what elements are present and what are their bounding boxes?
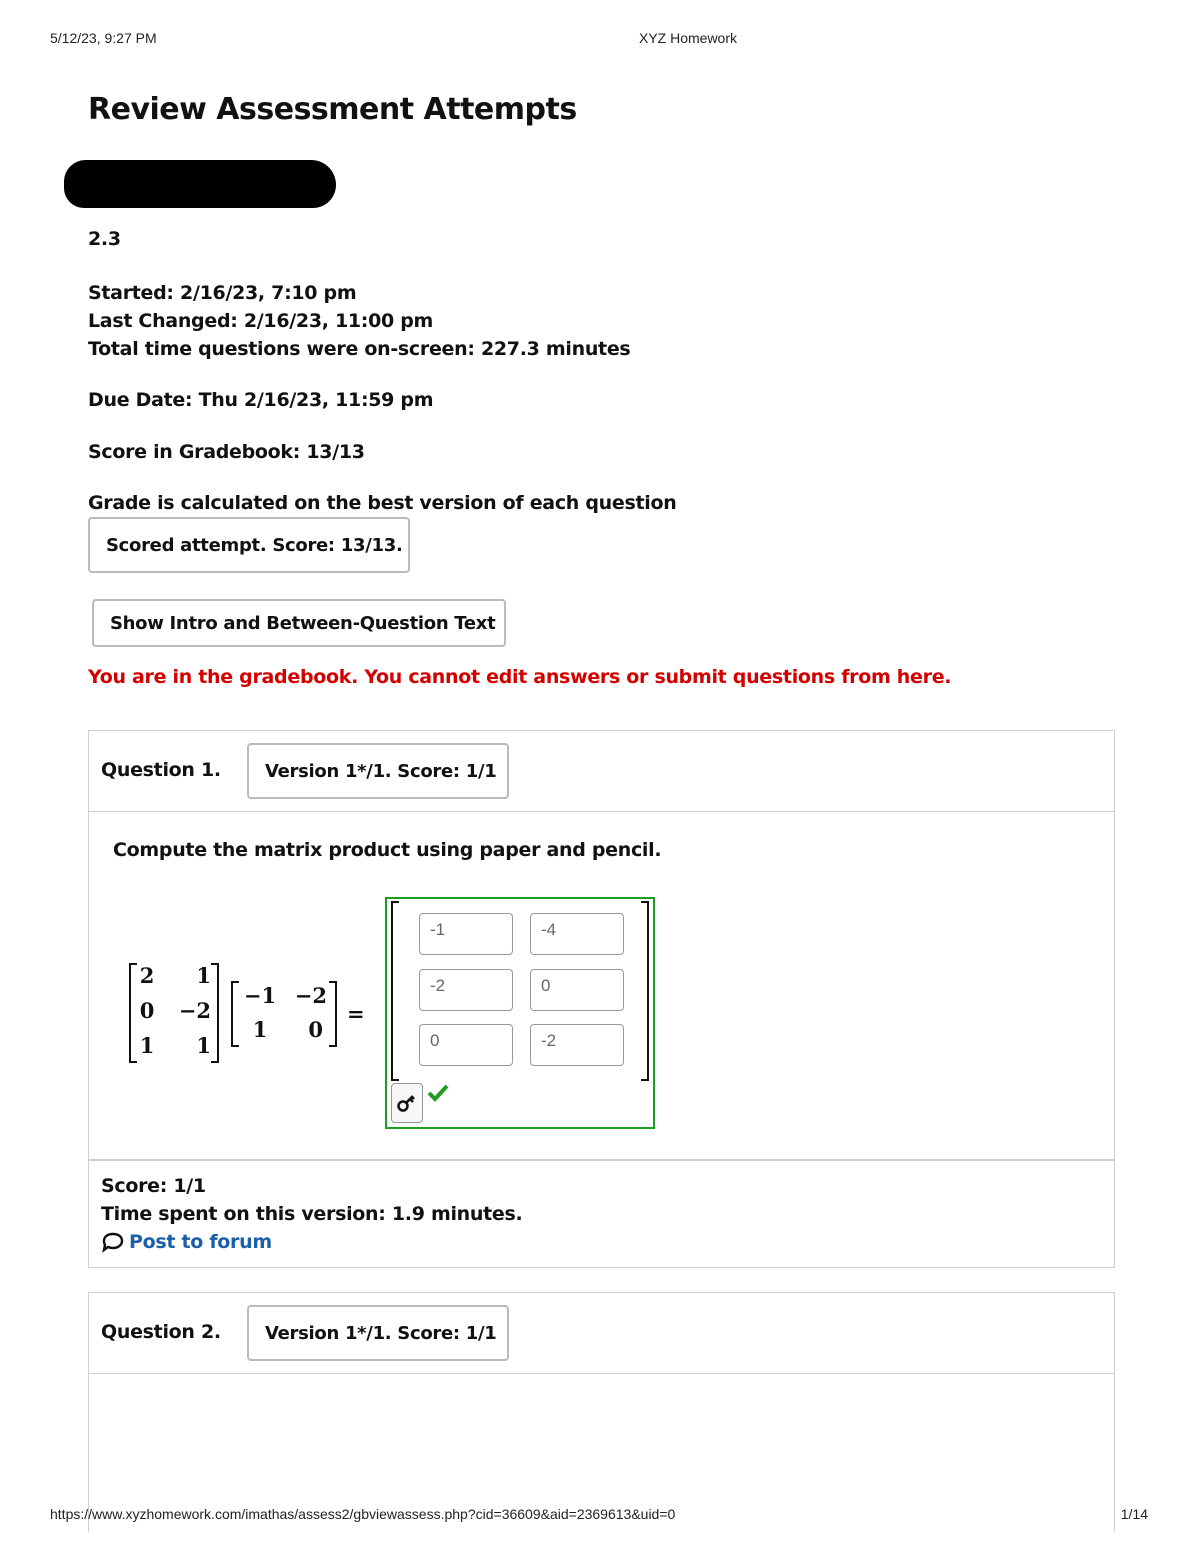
time-spent: Time spent on this version: 1.9 minutes. — [101, 1203, 523, 1225]
matrix-cell: 1 — [252, 1017, 268, 1042]
question-header — [89, 1293, 1114, 1374]
matrix-a — [129, 963, 219, 1063]
key-button[interactable] — [391, 1083, 423, 1123]
started-time: Started: 2/16/23, 7:10 pm — [88, 282, 357, 304]
checkmark-icon — [427, 1083, 449, 1103]
bracket-left — [391, 901, 399, 1081]
print-url: https://www.xyzhomework.com/imathas/assess2/gbviewassess.php?cid=36609&aid=2369613&uid=0 — [50, 1506, 676, 1522]
post-to-forum-link[interactable] — [101, 1231, 272, 1253]
bracket-left — [129, 963, 137, 1063]
due-date: Due Date: Thu 2/16/23, 11:59 pm — [88, 389, 434, 411]
score-section — [89, 1159, 1114, 1267]
answer-input[interactable]: -2 — [530, 1024, 624, 1066]
attempt-select[interactable]: Scored attempt. Score: 13/13. — [88, 517, 410, 573]
redacted-student-name — [64, 160, 336, 208]
gradebook-warning: You are in the gradebook. You cannot edit answers or submit questions from here. — [88, 666, 952, 688]
version-select[interactable]: Version 1*/1. Score: 1/1 — [247, 743, 509, 799]
matrix-b — [231, 981, 337, 1047]
chat-bubble-icon — [101, 1231, 125, 1253]
bracket-right — [329, 981, 337, 1047]
print-date: 5/12/23, 9:27 PM — [50, 30, 157, 46]
last-changed-time: Last Changed: 2/16/23, 11:00 pm — [88, 310, 434, 332]
grade-note: Grade is calculated on the best version of each question — [88, 492, 677, 514]
matrix-cell: −1 — [243, 983, 277, 1008]
question-card — [88, 730, 1115, 1268]
answer-input[interactable]: 0 — [419, 1024, 513, 1066]
matrix-cell: 2 — [139, 963, 155, 988]
question-label: Question 1. — [101, 759, 221, 781]
matrix-cell: 0 — [139, 998, 155, 1023]
key-icon — [392, 1084, 422, 1122]
bracket-left — [231, 981, 239, 1047]
matrix-cell: −2 — [178, 998, 211, 1023]
question-score: Score: 1/1 — [101, 1175, 206, 1197]
question-card — [88, 1292, 1115, 1532]
question-prompt: Compute the matrix product using paper and pencil. — [113, 839, 662, 861]
matrix-cell: 1 — [196, 1033, 211, 1058]
question-header — [89, 731, 1114, 812]
answer-input[interactable]: -2 — [419, 969, 513, 1011]
print-page-number: 1/14 — [1120, 1506, 1148, 1522]
answer-input[interactable]: -4 — [530, 913, 624, 955]
matrix-cell: −2 — [294, 983, 327, 1008]
equals-sign: = — [347, 1001, 365, 1026]
show-intro-button[interactable]: Show Intro and Between-Question Text — [92, 599, 506, 647]
total-time: Total time questions were on-screen: 227.3 minutes — [88, 338, 631, 360]
page-title: Review Assessment Attempts — [88, 92, 577, 127]
matrix-cell: 1 — [196, 963, 211, 988]
forum-link-text[interactable]: Post to forum — [129, 1231, 272, 1253]
answer-matrix — [385, 897, 655, 1129]
answer-input[interactable]: 0 — [530, 969, 624, 1011]
bracket-right — [641, 901, 649, 1081]
question-label: Question 2. — [101, 1321, 221, 1343]
gradebook-score: Score in Gradebook: 13/13 — [88, 441, 365, 463]
version-select[interactable]: Version 1*/1. Score: 1/1 — [247, 1305, 509, 1361]
bracket-right — [211, 963, 219, 1063]
print-title: XYZ Homework — [638, 30, 738, 46]
assessment-name: 2.3 — [88, 228, 121, 250]
matrix-cell: 0 — [308, 1017, 323, 1042]
matrix-cell: 1 — [139, 1033, 155, 1058]
answer-input[interactable]: -1 — [419, 913, 513, 955]
